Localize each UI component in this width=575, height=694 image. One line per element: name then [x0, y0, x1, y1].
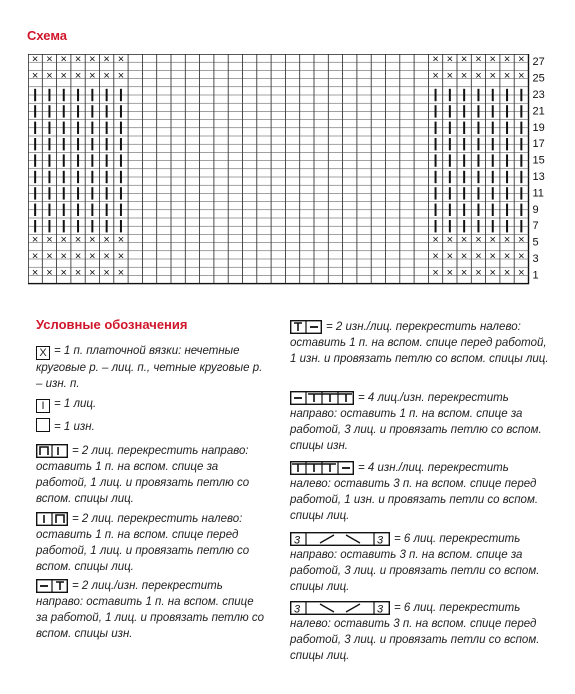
x-symbol-icon: X — [36, 346, 50, 360]
x-stitch-mark: × — [46, 266, 53, 279]
x-stitch-mark: × — [46, 70, 53, 83]
legend-item-cross6-right — [290, 531, 552, 595]
x-stitch-mark: × — [460, 70, 468, 83]
x-stitch-mark: × — [460, 54, 468, 66]
x-stitch-mark: × — [475, 250, 482, 263]
cross-2-knit-purl-right-icon — [36, 579, 68, 593]
x-stitch-mark: × — [31, 54, 39, 66]
x-stitch-mark: × — [89, 266, 96, 279]
x-stitch-mark: × — [503, 234, 511, 247]
x-stitch-mark: × — [117, 250, 125, 263]
x-stitch-mark: × — [46, 250, 53, 263]
x-stitch-mark: × — [475, 266, 482, 279]
legend-text: = 1 лиц. — [54, 398, 97, 410]
x-stitch-mark: × — [446, 54, 454, 66]
cross-2-purl-knit-left-icon — [290, 320, 322, 334]
x-stitch-mark: × — [489, 234, 496, 247]
x-stitch-mark: × — [460, 250, 468, 263]
x-stitch-mark: × — [103, 250, 110, 263]
legend-text: = 2 лиц. перекрестить налево: оставить 1 п. на вспом. спице перед работой, 1 лиц. и провязать петлю со вспом. спицы лиц. — [36, 513, 250, 573]
x-stitch-mark: × — [74, 70, 82, 83]
x-stitch-mark: × — [60, 54, 67, 66]
row-number: 23 — [532, 89, 545, 101]
x-stitch-mark: × — [60, 266, 67, 279]
row-number: 17 — [532, 138, 545, 151]
x-stitch-mark: × — [74, 234, 82, 247]
legend-item-cross6-left — [290, 600, 552, 664]
x-stitch-mark: × — [103, 54, 110, 66]
legend-text: = 1 п. платочной вязки: нечетные круговые р. – лиц. п., четные круговые р. – изн. п. — [36, 345, 263, 390]
x-stitch-mark: × — [475, 70, 482, 83]
x-stitch-mark: × — [460, 234, 468, 247]
x-stitch-mark: × — [117, 266, 125, 279]
x-stitch-mark: × — [103, 70, 110, 83]
cross-6-left-icon — [290, 601, 390, 615]
legend-title: Условные обозначения — [36, 317, 188, 332]
legend-item-cross4-pk-left — [290, 460, 552, 524]
x-stitch-mark: × — [60, 234, 67, 247]
x-stitch-mark: × — [117, 70, 125, 83]
x-stitch-mark: × — [60, 70, 67, 83]
legend-item-cross2-pk-left — [290, 319, 552, 367]
x-stitch-mark: × — [46, 234, 53, 247]
row-number: 5 — [532, 236, 539, 249]
x-stitch-mark: × — [432, 70, 439, 83]
x-stitch-mark: × — [518, 250, 525, 263]
x-stitch-mark: × — [489, 54, 496, 66]
legend-text: = 2 изн./лиц. перекрестить налево: оставить 1 п. на вспом. спице перед работой, 1 изн. и провязать петлю со вспом. спицы лиц. — [290, 321, 549, 365]
x-stitch-mark: × — [518, 234, 525, 247]
row-number: 1 — [532, 269, 539, 282]
x-stitch-mark: × — [446, 250, 454, 263]
row-number: 27 — [532, 56, 545, 69]
x-stitch-mark: × — [74, 250, 82, 263]
knit-symbol-icon: I — [36, 399, 50, 413]
x-stitch-mark: × — [31, 234, 39, 247]
row-number: 11 — [532, 187, 544, 200]
row-number: 9 — [532, 203, 539, 216]
x-stitch-mark: × — [432, 250, 439, 263]
row-number: 21 — [532, 105, 545, 118]
x-stitch-mark: × — [489, 266, 496, 279]
row-number: 13 — [532, 171, 545, 183]
x-stitch-mark: × — [103, 266, 110, 279]
legend-item-cross2-left — [36, 511, 266, 575]
purl-symbol-icon — [36, 418, 50, 432]
legend-text: = 4 изн./лиц. перекрестить налево: оставить 3 п. на вспом. спице перед работой, 1 изн. и провязать петли со вспом. спицы лиц. — [290, 462, 539, 522]
x-stitch-mark: × — [432, 54, 439, 66]
legend-text: = 6 лиц. перекрестить налево: оставить 3 п. на вспом. спице перед работой, 3 лиц. и провязать петли со вспом. спицы лиц. — [290, 602, 540, 662]
x-stitch-mark: × — [446, 70, 454, 83]
cross-6-glyph-left: 3 — [294, 603, 301, 615]
x-stitch-mark: × — [103, 234, 110, 247]
x-stitch-mark: × — [518, 54, 525, 66]
x-stitch-mark: × — [117, 234, 125, 247]
x-stitch-mark: × — [89, 70, 96, 83]
row-number: 19 — [532, 121, 545, 134]
x-stitch-mark: × — [74, 54, 82, 66]
row-number: 25 — [532, 72, 545, 85]
row-number: 3 — [532, 253, 539, 265]
legend-item-purl — [36, 418, 266, 435]
cross-6-glyph-left: 3 — [294, 534, 301, 546]
x-stitch-mark: × — [518, 70, 525, 83]
x-stitch-mark: × — [446, 234, 454, 247]
cross-6-glyph-right: 3 — [377, 603, 384, 615]
x-stitch-mark: × — [489, 250, 496, 263]
cross-6-right-icon — [290, 532, 390, 546]
x-stitch-mark: × — [475, 234, 482, 247]
x-stitch-mark: × — [89, 234, 96, 247]
x-stitch-mark: × — [475, 54, 482, 66]
x-stitch-mark: × — [89, 250, 96, 263]
legend-item-cross4-kp-right — [290, 390, 552, 454]
x-stitch-mark: × — [503, 266, 511, 279]
cross-4-purl-knit-left-icon — [290, 461, 354, 475]
x-stitch-mark: × — [31, 266, 39, 279]
legend-item-x — [36, 343, 266, 392]
legend-item-cross2-kp-right — [36, 578, 266, 642]
cross-4-knit-purl-right-icon — [290, 391, 354, 405]
cross-2-right-icon — [36, 444, 68, 458]
x-stitch-mark: × — [503, 54, 511, 66]
legend-text: = 2 лиц./изн. перекрестить направо: оставить 1 п. на вспом. спице за работой, 1 лиц. и провязать петлю со вспом. спицы изн. — [36, 580, 264, 640]
legend-text: = 4 лиц./изн. перекрестить направо: оставить 1 п. на вспом. спице за работой, 3 лиц. и провязать петлю со вспом. спицы изн. — [290, 392, 542, 452]
x-stitch-mark: × — [60, 250, 67, 263]
x-stitch-mark: × — [117, 54, 125, 66]
x-stitch-mark: × — [89, 54, 96, 66]
x-stitch-mark: × — [432, 234, 439, 247]
x-stitch-mark: × — [503, 70, 511, 83]
legend-item-knit — [36, 396, 266, 413]
legend-text: = 1 изн. — [54, 421, 95, 433]
cross-2-left-icon — [36, 512, 68, 526]
x-stitch-mark: × — [518, 266, 525, 279]
legend-item-cross2-right — [36, 443, 266, 507]
x-stitch-mark: × — [31, 70, 39, 83]
x-stitch-mark: × — [432, 266, 439, 279]
x-stitch-mark: × — [460, 266, 468, 279]
x-stitch-mark: × — [46, 54, 53, 66]
x-stitch-mark: × — [446, 266, 454, 279]
chart-title: Схема — [27, 28, 68, 43]
legend-text: = 6 лиц. перекрестить направо: оставить 3 п. на вспом. спице за работой, 3 лиц. и провязать петли со вспом. спицы лиц. — [290, 533, 540, 593]
row-number: 15 — [532, 154, 545, 167]
row-number: 7 — [532, 220, 539, 233]
x-stitch-mark: × — [489, 70, 496, 83]
knitting-chart — [28, 54, 558, 294]
legend-text: = 2 лиц. перекрестить направо: оставить 1 п. на вспом. спице за работой, 1 лиц. и провязать петлю со вспом. спицы лиц. — [36, 445, 250, 505]
cross-6-glyph-right: 3 — [377, 534, 384, 546]
x-stitch-mark: × — [74, 266, 82, 279]
x-stitch-mark: × — [31, 250, 39, 263]
x-stitch-mark: × — [503, 250, 511, 263]
